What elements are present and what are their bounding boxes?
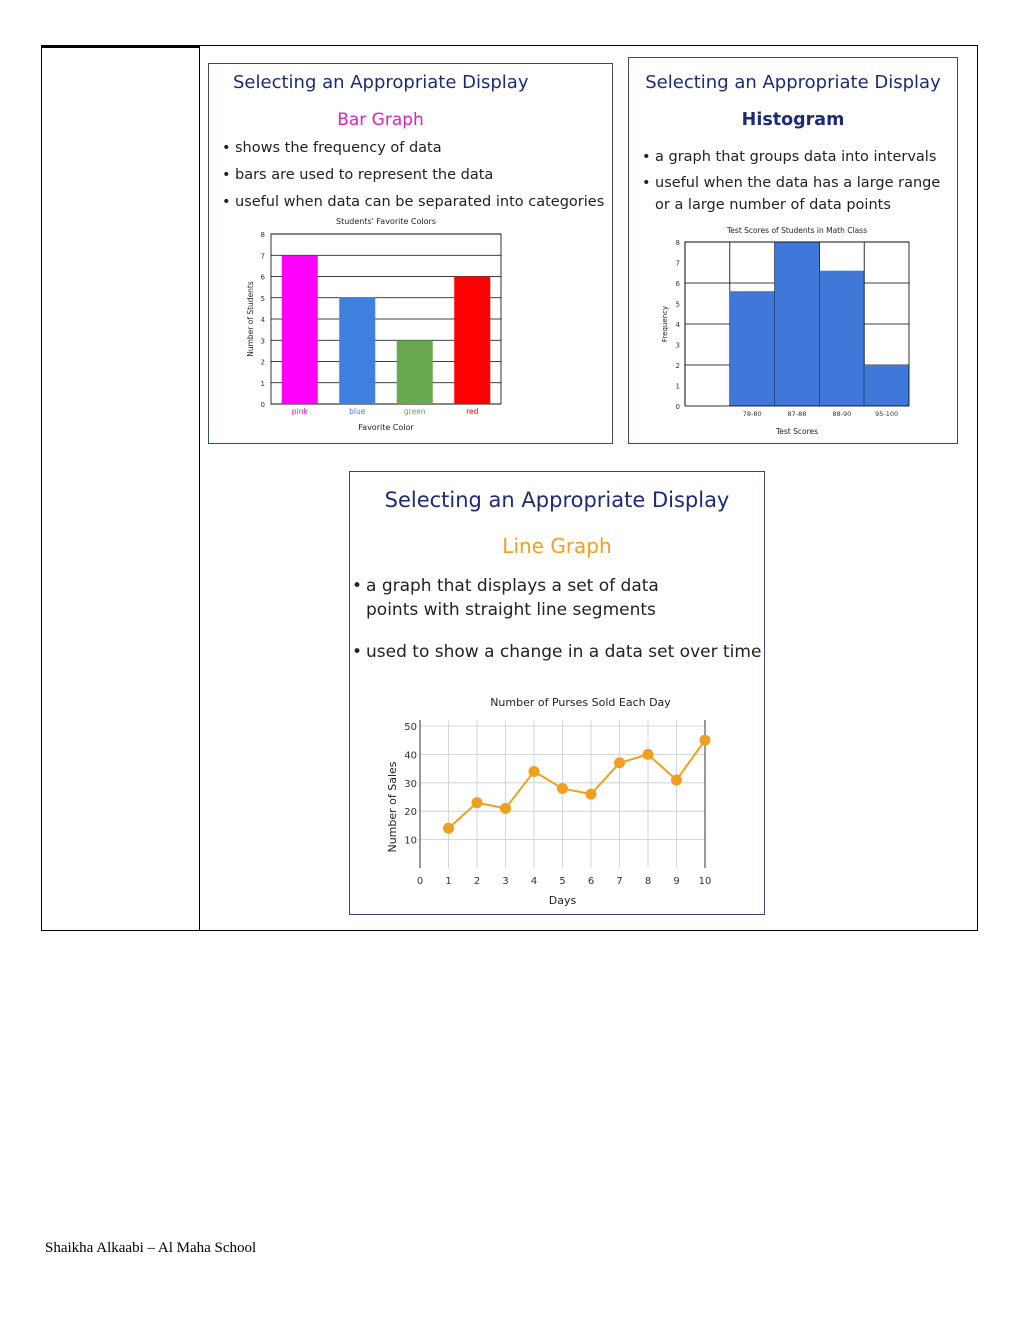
- bar-graph-card: [208, 63, 613, 444]
- y-tick-label: 4: [675, 321, 680, 329]
- histogram-bar: [775, 242, 820, 406]
- y-tick-label: 5: [260, 294, 265, 303]
- bar-red: [454, 277, 490, 405]
- y-tick-label: 40: [404, 750, 417, 762]
- bullet-item: • a graph that displays a set of data points with straight line segments: [366, 574, 706, 622]
- histogram-bar: [864, 365, 909, 406]
- bar-blue: [339, 298, 375, 404]
- data-point: [700, 735, 711, 746]
- bullet-item: • a graph that groups data into intervals: [655, 146, 945, 168]
- table-left-column: [42, 46, 200, 930]
- x-tick-label: red: [466, 407, 479, 416]
- y-tick-label: 6: [260, 273, 265, 282]
- data-point: [529, 766, 540, 777]
- bar-card-subtitle: Bar Graph: [337, 110, 424, 130]
- x-tick-label: 6: [587, 876, 595, 887]
- y-tick-label: 1: [675, 382, 680, 391]
- histogram-chart: [657, 220, 927, 438]
- y-tick-label: 2: [675, 362, 680, 370]
- data-point: [671, 774, 682, 785]
- y-tick-label: 0: [675, 403, 680, 411]
- line-card-title: Selecting an Appropriate Display: [384, 488, 730, 512]
- chart-title: Number of Purses Sold Each Day: [490, 696, 671, 709]
- y-axis-label: Number of Sales: [386, 761, 399, 853]
- data-point: [643, 749, 654, 760]
- y-tick-label: 8: [260, 231, 265, 239]
- y-tick-label: 20: [404, 807, 417, 819]
- y-tick-label: 7: [675, 259, 680, 268]
- x-tick-label: 1: [445, 876, 452, 887]
- x-tick-label: 2: [473, 876, 481, 887]
- y-tick-label: 6: [675, 280, 680, 288]
- y-tick-label: 1: [260, 379, 265, 388]
- x-tick-label: 88-90: [832, 410, 852, 418]
- y-tick-label: 8: [675, 239, 680, 247]
- y-tick-label: 3: [260, 337, 265, 346]
- data-point: [586, 789, 597, 800]
- x-tick-label: 78-80: [742, 410, 762, 418]
- bar-pink: [282, 255, 318, 404]
- x-tick-label: 8: [644, 876, 652, 887]
- histogram-card: [628, 57, 958, 444]
- histogram-card-title: Selecting an Appropriate Display: [645, 72, 941, 93]
- x-tick-label: 4: [530, 876, 538, 887]
- data-point: [557, 783, 568, 794]
- data-point: [500, 803, 511, 814]
- y-tick-label: 3: [675, 341, 680, 350]
- data-point: [443, 823, 454, 834]
- x-tick-label: 3: [502, 876, 509, 887]
- y-tick-label: 10: [404, 835, 417, 847]
- bullet-item: • used to show a change in a data set over time: [366, 640, 761, 664]
- chart-title: Test Scores of Students in Math Class: [727, 226, 867, 235]
- bullet-item: • bars are used to represent the data: [235, 165, 604, 192]
- y-tick-label: 4: [260, 316, 265, 324]
- y-tick-label: 50: [404, 722, 417, 733]
- x-tick-label: 9: [673, 876, 680, 887]
- x-tick-label: 7: [616, 876, 623, 887]
- bar-card-bullets: [235, 138, 604, 219]
- x-tick-label: 10: [698, 876, 712, 887]
- histogram-card-bullets: [655, 146, 945, 216]
- y-tick-label: 0: [260, 401, 265, 409]
- histogram-card-subtitle: Histogram: [741, 110, 845, 130]
- footer-credit: Shaikha Alkaabi – Al Maha School: [45, 1240, 257, 1256]
- x-tick-label: pink: [291, 407, 308, 416]
- line-graph-card: [349, 471, 765, 915]
- x-tick-label: blue: [349, 407, 366, 416]
- x-tick-label: 0: [416, 876, 424, 887]
- line-card-subtitle: Line Graph: [502, 534, 612, 558]
- x-axis-label: Favorite Color: [358, 423, 414, 432]
- bar-green: [397, 340, 433, 404]
- x-tick-label: 87-88: [787, 410, 807, 418]
- bullet-item: • useful when data can be separated into categories: [235, 192, 604, 219]
- y-axis-label: Frequency: [661, 305, 669, 343]
- bar-chart: [229, 214, 529, 436]
- x-tick-label: green: [403, 407, 426, 416]
- line-chart: [380, 688, 740, 908]
- series-line: [449, 740, 706, 828]
- y-tick-label: 30: [404, 778, 417, 790]
- bullet-item: • useful when the data has a large range or a large number of data points: [655, 172, 945, 216]
- x-axis-label: Test Scores: [775, 427, 819, 436]
- x-tick-label: 5: [559, 876, 566, 887]
- x-tick-label: 95-100: [875, 410, 899, 418]
- y-tick-label: 2: [260, 358, 265, 367]
- data-point: [614, 757, 625, 768]
- x-axis-label: Days: [548, 894, 577, 907]
- data-point: [472, 797, 483, 808]
- line-card-bullets: [366, 574, 761, 664]
- y-axis-label: Number of Students: [246, 281, 255, 357]
- histogram-bar: [730, 291, 775, 406]
- y-tick-label: 7: [260, 252, 265, 261]
- y-tick-label: 5: [675, 300, 680, 309]
- histogram-bar: [819, 271, 864, 406]
- bullet-item: • shows the frequency of data: [235, 138, 604, 165]
- bar-card-title: Selecting an Appropriate Display: [233, 72, 529, 93]
- chart-title: Students' Favorite Colors: [336, 217, 436, 226]
